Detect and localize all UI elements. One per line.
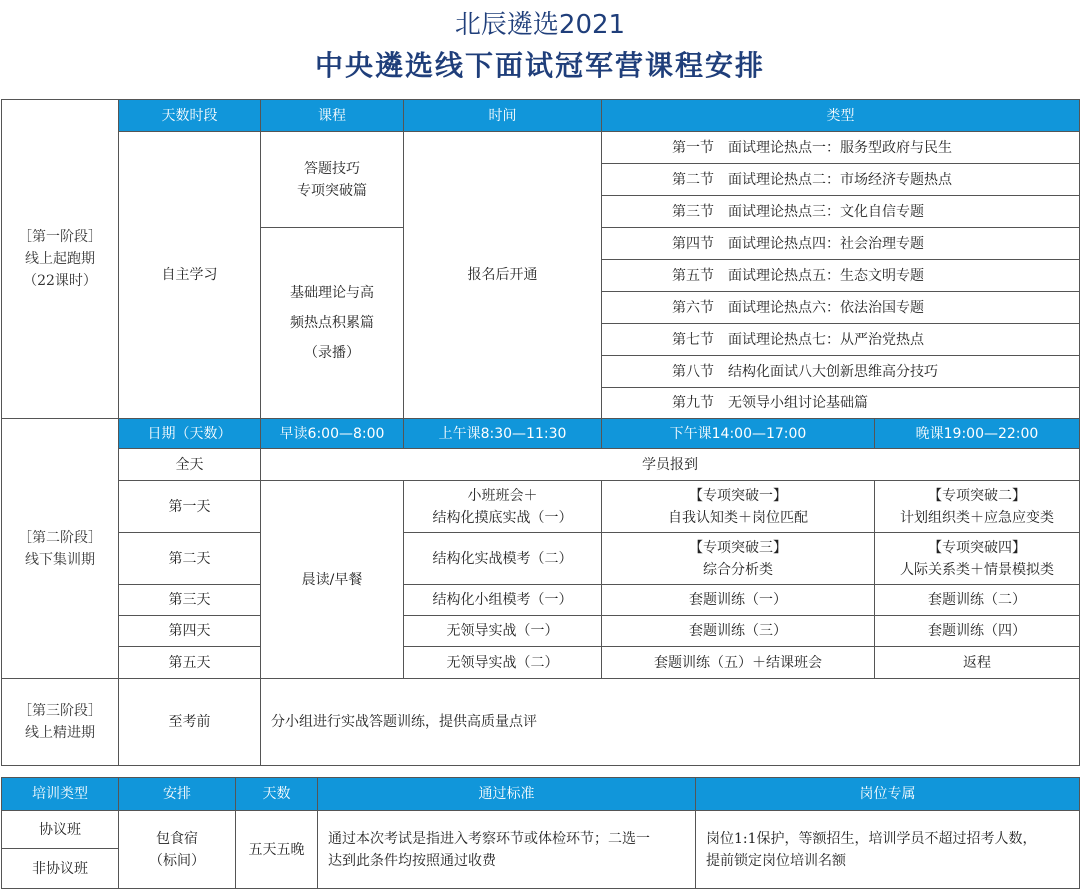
pm-cell: 套题训练（三）: [602, 616, 875, 647]
header-date: 日期（天数）: [119, 419, 261, 449]
stage3-label: ［第三阶段］ 线上精进期: [2, 679, 119, 766]
header-evening: 晚课19:00—22:00: [875, 419, 1080, 449]
pm-cell: 套题训练（五）＋结课班会: [602, 647, 875, 679]
pm-cell: 套题训练（一）: [602, 585, 875, 616]
header-am: 上午课8:30—11:30: [404, 419, 602, 449]
eve-cell: 【专项突破四】 人际关系类＋情景模拟类: [875, 533, 1080, 585]
stage3-desc: 分小组进行实战答题训练，提供高质量点评: [261, 679, 1080, 766]
lesson-row: 第一节 面试理论热点一：服务型政府与民生: [602, 132, 1080, 164]
stage1-time: 报名后开通: [404, 132, 602, 419]
lesson-row: 第八节 结构化面试八大创新思维高分技巧: [602, 356, 1080, 388]
am-cell: 无领导实战（二）: [404, 647, 602, 679]
stage3-when: 至考前: [119, 679, 261, 766]
type-agreement: 协议班: [2, 811, 119, 849]
page-subtitle: 中央遴选线下面试冠军营课程安排: [314, 49, 765, 82]
type-non-agreement: 非协议班: [2, 849, 119, 889]
lesson-row: 第七节 面试理论热点七：从严治党热点: [602, 324, 1080, 356]
day-label: 第五天: [119, 647, 261, 679]
header-standard: 通过标准: [318, 778, 696, 811]
pm-cell: 【专项突破一】 自我认知类＋岗位匹配: [602, 481, 875, 533]
lesson-row: 第四节 面试理论热点四：社会治理专题: [602, 228, 1080, 260]
am-cell: 无领导实战（一）: [404, 616, 602, 647]
header-exclusive: 岗位专属: [696, 778, 1080, 811]
exclusive-cell: 岗位1:1保护，等额招生，培训学员不超过招考人数， 提前锁定岗位培训名额: [696, 811, 1080, 889]
am-cell: 结构化实战模考（二）: [404, 533, 602, 585]
eve-cell: 返程: [875, 647, 1080, 679]
fullday-value: 学员报到: [261, 449, 1080, 481]
eve-cell: 套题训练（二）: [875, 585, 1080, 616]
lesson-row: 第九节 无领导小组讨论基础篇: [602, 388, 1080, 419]
lesson-row: 第五节 面试理论热点五：生态文明专题: [602, 260, 1080, 292]
header-days-count: 天数: [236, 778, 318, 811]
header-course: 课程: [261, 100, 404, 132]
lesson-row: 第二节 面试理论热点二：市场经济专题热点: [602, 164, 1080, 196]
course-theory: 基础理论与高 频热点积累篇 （录播）: [261, 228, 404, 419]
header-days: 天数时段: [119, 100, 261, 132]
header-time: 时间: [404, 100, 602, 132]
am-cell: 结构化小组模考（一）: [404, 585, 602, 616]
day-label: 第一天: [119, 481, 261, 533]
header-training-type: 培训类型: [2, 778, 119, 811]
pm-cell: 【专项突破三】 综合分析类: [602, 533, 875, 585]
days-cell: 五天五晚: [236, 811, 318, 889]
day-label: 第四天: [119, 616, 261, 647]
morning-activity: 晨读/早餐: [261, 481, 404, 679]
lesson-row: 第六节 面试理论热点六：依法治国专题: [602, 292, 1080, 324]
stage2-label: ［第二阶段］ 线下集训期: [2, 419, 119, 679]
day-label: 第三天: [119, 585, 261, 616]
header-arrangement: 安排: [119, 778, 236, 811]
eve-cell: 套题训练（四）: [875, 616, 1080, 647]
header-pm: 下午课14:00—17:00: [602, 419, 875, 449]
header-type: 类型: [602, 100, 1080, 132]
header-morning-read: 早读6:00—8:00: [261, 419, 404, 449]
stage1-label: ［第一阶段］ 线上起跑期 （22课时）: [2, 100, 119, 419]
stage1-mode: 自主学习: [119, 132, 261, 419]
course-skills: 答题技巧 专项突破篇: [261, 132, 404, 228]
standard-cell: 通过本次考试是指进入考察环节或体检环节；二选一 达到此条件均按照通过收费: [318, 811, 696, 889]
eve-cell: 【专项突破二】 计划组织类＋应急应变类: [875, 481, 1080, 533]
day-label: 第二天: [119, 533, 261, 585]
arrangement-cell: 包食宿 （标间）: [119, 811, 236, 889]
lesson-row: 第三节 面试理论热点三：文化自信专题: [602, 196, 1080, 228]
am-cell: 小班班会＋ 结构化摸底实战（一）: [404, 481, 602, 533]
page-title: 北辰遴选2021: [454, 10, 626, 40]
training-table: [1, 777, 1080, 889]
fullday-label: 全天: [119, 449, 261, 481]
schedule-table: [1, 99, 1080, 766]
